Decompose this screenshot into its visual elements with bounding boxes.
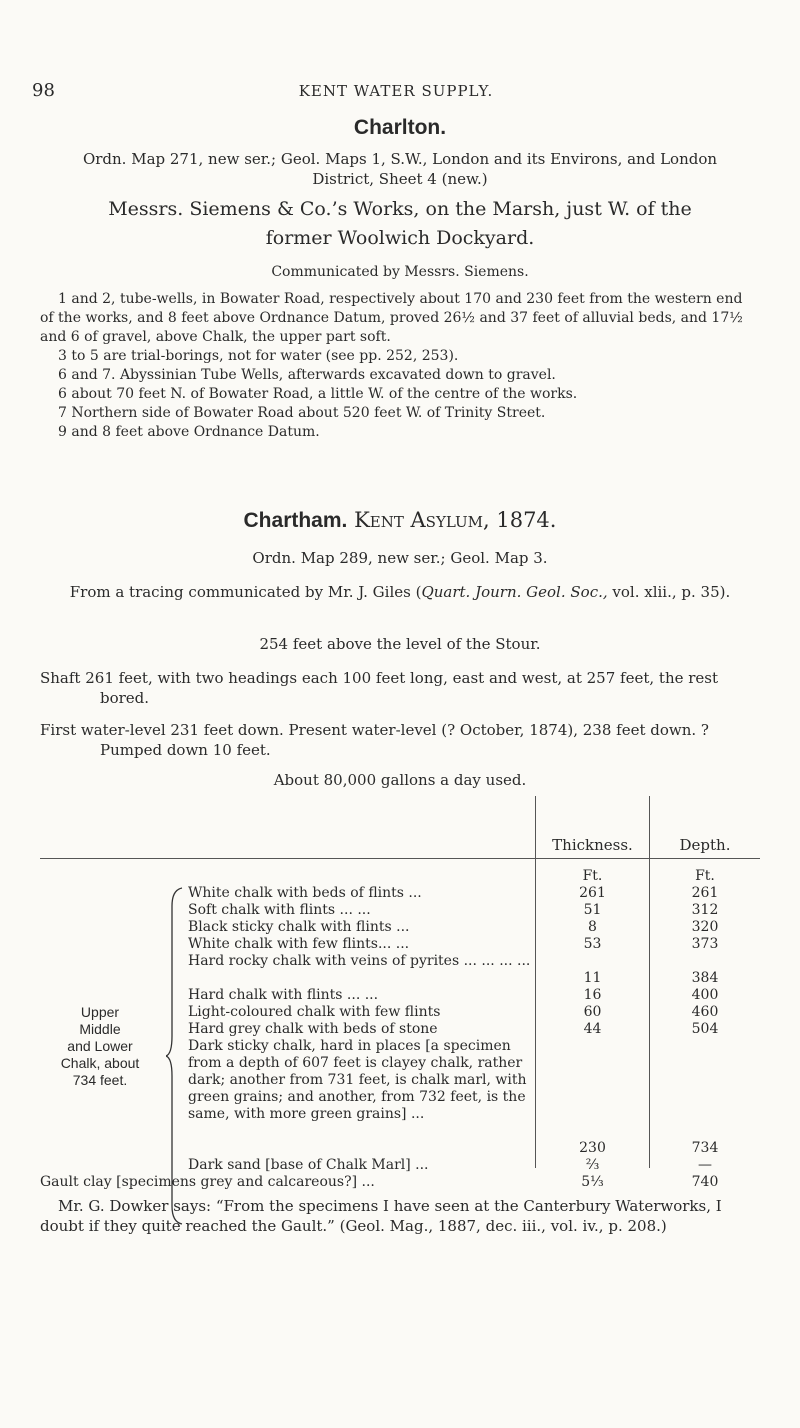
table-row: Dark sand [base of Chalk Marl] ... [188, 1157, 429, 1173]
table-cell-depth: 504 [691, 1021, 719, 1037]
table-row: White chalk with few flints... ... [188, 936, 410, 952]
table-row: Dark sticky chalk, hard in places [a specimen from a depth of 607 feet is clayey chalk, rather dark; another from 731 feet, is chalk marl, with green grains; and another, from 732 feet, is the same, with more green grains] ... [188, 1038, 527, 1122]
note-item: 6 and 7. Abyssinian Tube Wells, afterwards excavated down to gravel. [58, 367, 556, 383]
group-label: Upper Middle and Lower Chalk, about 734 feet. [60, 1004, 140, 1088]
table-cell-depth: 734 [691, 1140, 719, 1156]
table-cell-thickness: 51 [583, 902, 602, 918]
table-cell-depth: 460 [691, 1004, 719, 1020]
table-cell-depth: 312 [691, 902, 719, 918]
table-rule-horizontal [40, 858, 760, 859]
table-cell-thickness: 60 [583, 1004, 602, 1020]
charlton-works-line2: former Woolwich Dockyard. [265, 227, 535, 249]
table-row: Soft chalk with flints ... ... [188, 902, 371, 918]
strata-table-body [40, 796, 760, 1168]
charlton-title: Charlton. [353, 116, 447, 139]
tracing-post: vol. xlii., p. 35). [607, 583, 731, 601]
unit-depth: Ft. [695, 868, 715, 884]
page-number: 98 [32, 80, 55, 101]
table-row: Hard rocky chalk with veins of pyrites ... ... ... ... [188, 953, 531, 969]
table-cell-thickness: 11 [583, 970, 602, 986]
table-row: Light-coloured chalk with few flints [188, 1004, 441, 1020]
table-cell-depth: 384 [691, 970, 719, 986]
table-cell-thickness: ⅔ [585, 1157, 600, 1173]
tracing-pre: From a tracing communicated by Mr. J. Giles ( [69, 583, 422, 601]
chartham-water-level: First water-level 231 feet down. Present water-level (? October, 1874), 238 feet down. ? Pumped down 10 feet. [40, 721, 709, 759]
charlton-notes [40, 290, 760, 442]
note-item: 7 Northern side of Bowater Road about 520 feet W. of Trinity Street. [58, 405, 546, 421]
table-cell-thickness: 230 [579, 1140, 606, 1156]
chartham-gallons: About 80,000 gallons a day used. [273, 771, 527, 789]
table-cell-depth: 320 [691, 919, 719, 935]
chartham-subtitle: Kent Asylum, 1874. [354, 508, 557, 532]
chartham-tracing [60, 582, 740, 602]
charlton-communicated: Communicated by Messrs. Siemens. [271, 264, 529, 280]
table-cell-thickness: 261 [579, 885, 606, 901]
table-row: White chalk with beds of flints ... [188, 885, 422, 901]
chartham-title: Chartham. [243, 509, 348, 532]
chartham-maps: Ordn. Map 289, new ser.; Geol. Map 3. [252, 549, 548, 567]
table-row: Hard grey chalk with beds of stone [188, 1021, 438, 1037]
note-item: 9 and 8 feet above Ordnance Datum. [58, 424, 320, 440]
table-cell-depth: 400 [691, 987, 719, 1003]
col-depth-header: Depth. [679, 836, 731, 854]
unit-thickness: Ft. [582, 868, 603, 884]
chartham-level: 254 feet above the level of the Stour. [259, 635, 541, 653]
table-cell-depth: 261 [691, 885, 719, 901]
table-cell-depth: 373 [691, 936, 719, 952]
running-head [32, 80, 760, 104]
note-item: 6 about 70 feet N. of Bowater Road, a little W. of the centre of the works. [58, 386, 578, 402]
table-cell-depth: 740 [691, 1174, 719, 1190]
col-thickness-header: Thickness. [552, 836, 633, 854]
note-item: 3 to 5 are trial-borings, not for water (see pp. 252, 253). [58, 348, 459, 364]
chartham-heading [40, 508, 760, 533]
footnote: Mr. G. Dowker says: “From the specimens I have seen at the Canterbury Waterworks, I doubt if they quite reached the Gault.” (Geol. Mag., 1887, dec. iii., vol. iv., p. 208.) [40, 1197, 722, 1235]
tracing-ref: Quart. Journ. Geol. Soc., [421, 583, 608, 601]
charlton-works-line1: Messrs. Siemens & Co.’s Works, on the Marsh, just W. of the [108, 198, 692, 220]
note-item: 1 and 2, tube-wells, in Bowater Road, respectively about 170 and 230 feet from the western end of the works, and 8 feet above Ordnance Datum, proved 26½ and 37 feet of alluvial beds, and 17½ and 6 of gravel, above Chalk, the upper part soft. [40, 291, 743, 345]
table-cell-thickness: 16 [583, 987, 602, 1003]
table-row: Gault clay [specimens grey and calcareous?] ... [40, 1174, 375, 1190]
table-cell-thickness: 44 [583, 1021, 602, 1037]
table-row: Black sticky chalk with flints ... [188, 919, 410, 935]
table-cell-thickness: 8 [588, 919, 597, 935]
table-row: Hard chalk with flints ... ... [188, 987, 379, 1003]
chartham-shaft: Shaft 261 feet, with two headings each 100 feet long, east and west, at 257 feet, the rest bored. [40, 669, 719, 707]
table-cell-depth: — [698, 1157, 712, 1173]
running-title: KENT WATER SUPPLY. [298, 82, 494, 100]
charlton-maps: Ordn. Map 271, new ser.; Geol. Maps 1, S.W., London and its Environs, and London District, Sheet 4 (new.) [82, 150, 718, 188]
table-cell-thickness: 53 [583, 936, 602, 952]
table-cell-thickness: 5⅓ [581, 1174, 604, 1190]
